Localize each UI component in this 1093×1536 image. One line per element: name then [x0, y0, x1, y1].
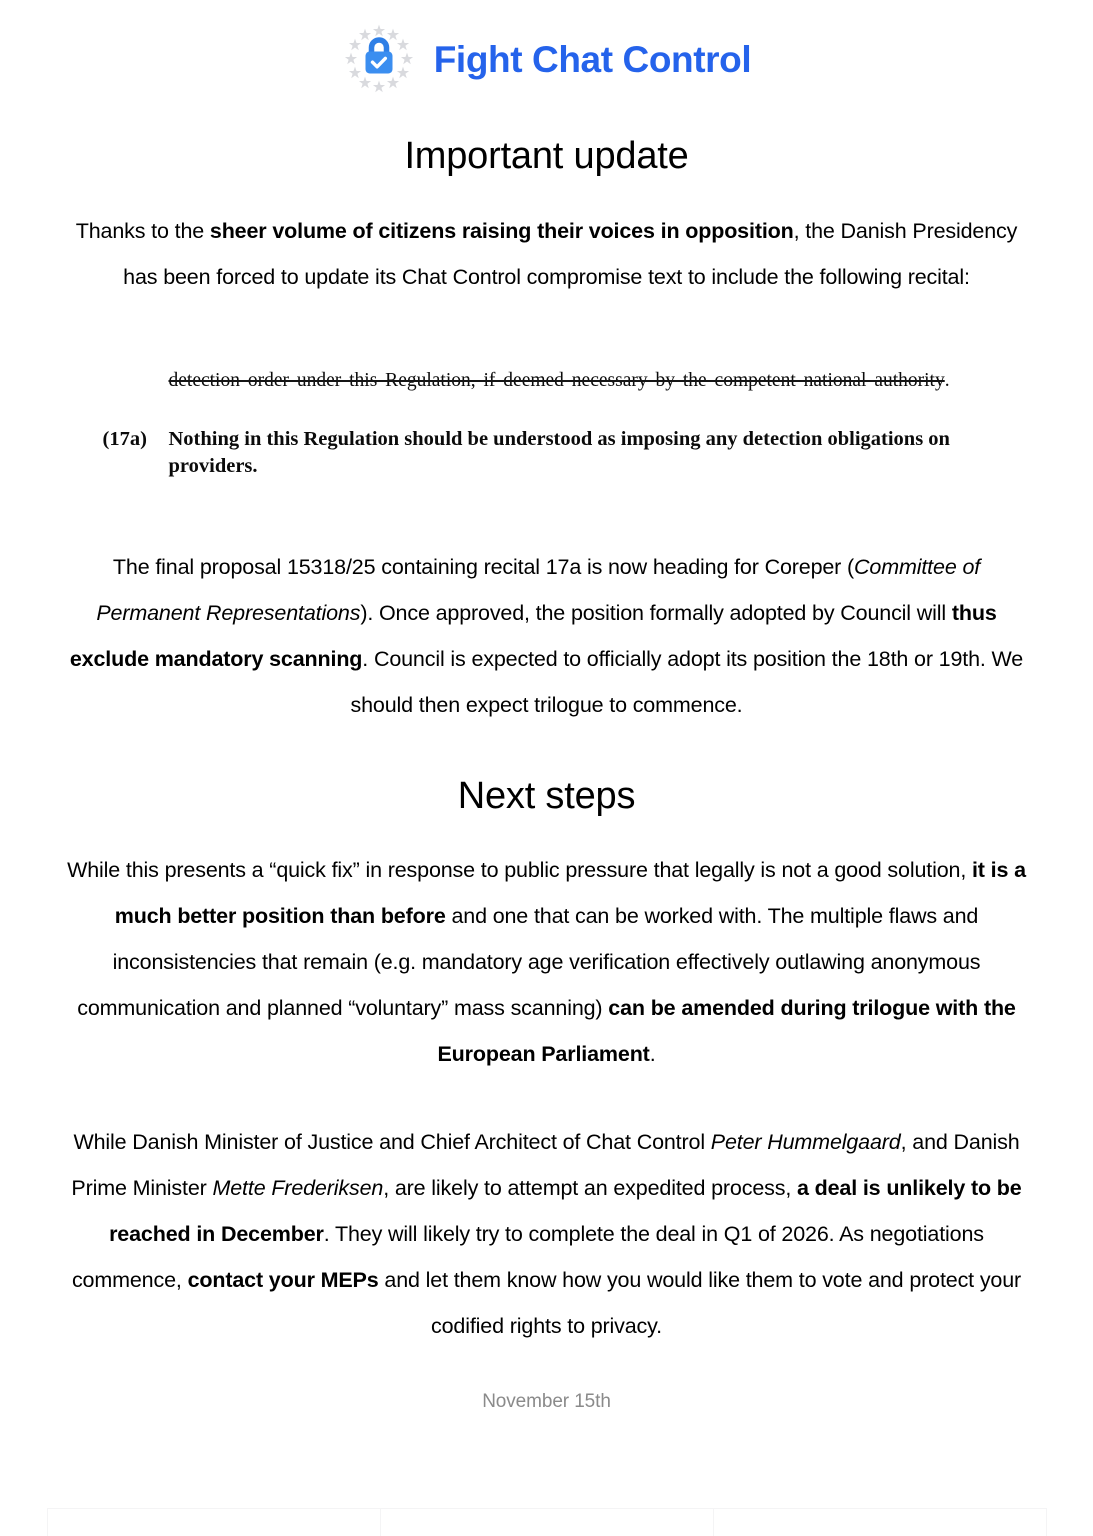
struck-clause-trailing-period: .	[944, 369, 950, 391]
intro-text-part1: Thanks to the	[75, 218, 210, 243]
proposal-italic-coreper: Committee of Permanent Representations	[96, 554, 981, 625]
proposal-part3: . Council is expected to officially adopt its position the 18th or 19th. We should then expect trilogue to commence.	[350, 646, 1024, 717]
next-steps-p1-part3: .	[649, 1042, 656, 1067]
intro-bold-phrase: sheer volume of citizens raising their voices in opposition	[209, 218, 794, 243]
recital-17a	[97, 426, 997, 480]
struck-clause-text: detection order under this Regulation, if deemed necessary by the competent national authority	[168, 369, 945, 391]
publication-date: November 15th	[482, 1391, 611, 1413]
recital-number: (17a)	[102, 427, 147, 450]
footer-link-grid	[0, 1508, 1093, 1536]
chat-control-compromise-text-scan	[97, 366, 997, 480]
proposal-part2: ). Once approved, the position formally adopted by Council will	[360, 600, 952, 625]
next-steps-p2-part4: . They will likely try to complete the deal in Q1 of 2026. As negotiations commence,	[71, 1222, 984, 1293]
footer-grid-cell[interactable]	[713, 1509, 1047, 1536]
next-steps-p2-part3: , are likely to attempt an expedited process,	[383, 1176, 797, 1201]
person-peter-hummelgaard: Peter Hummelgaard	[710, 1130, 901, 1155]
proposal-part1: The final proposal 15318/25 containing recital 17a is now heading for Coreper (	[112, 554, 855, 579]
eu-stars-padlock-check-icon	[342, 22, 416, 96]
next-steps-p2-part5: and let them know how you would like them to vote and protect your codified rights to privacy.	[378, 1268, 1022, 1339]
page-title: Important update	[404, 135, 689, 177]
newsletter-body	[63, 134, 1031, 1413]
next-steps-p1-part2: and one that can be worked with. The multiple flaws and inconsistencies that remain (e.g. mandatory age verification effectively outlawing anonymous communication and planned “voluntary” mass scanning)	[77, 904, 981, 1021]
intro-text-part2: , the Danish Presidency has been forced to update its Chat Control compromise text to include the following recital:	[123, 218, 1018, 289]
next-steps-paragraph-2	[63, 1119, 1031, 1349]
next-steps-p1-part1: While this presents a “quick fix” in response to public pressure that legally is not a good solution,	[67, 858, 972, 883]
proposal-bold-exclude-scanning: thus exclude mandatory scanning	[69, 600, 997, 671]
next-steps-p2-bold1: a deal is unlikely to be reached in December	[109, 1176, 1022, 1247]
next-steps-p1-bold1: it is a much better position than before	[114, 858, 1026, 929]
struck-through-clause	[169, 366, 997, 396]
next-steps-paragraph-1	[63, 847, 1031, 1077]
footer-grid-inner	[47, 1508, 1047, 1536]
footer-grid-cell[interactable]	[47, 1509, 380, 1536]
recital-text: Nothing in this Regulation should be understood as imposing any detection obligations on providers.	[168, 427, 950, 477]
next-steps-p2-part2: , and Danish Prime Minister	[71, 1130, 1020, 1201]
next-steps-p2-bold-contact-meps: contact your MEPs	[187, 1268, 379, 1293]
brand-title: Fight Chat Control	[433, 38, 752, 80]
next-steps-p1-bold2: can be amended during trilogue with the European Parliament	[437, 996, 1016, 1067]
intro-paragraph	[63, 208, 1031, 300]
proposal-paragraph	[63, 544, 1031, 728]
site-masthead	[0, 0, 1093, 100]
person-mette-frederiksen: Mette Frederiksen	[212, 1176, 384, 1201]
next-steps-title: Next steps	[457, 774, 636, 817]
footer-grid-cell[interactable]	[380, 1509, 713, 1536]
next-steps-p2-part1: While Danish Minister of Justice and Chief Architect of Chat Control	[73, 1130, 711, 1155]
